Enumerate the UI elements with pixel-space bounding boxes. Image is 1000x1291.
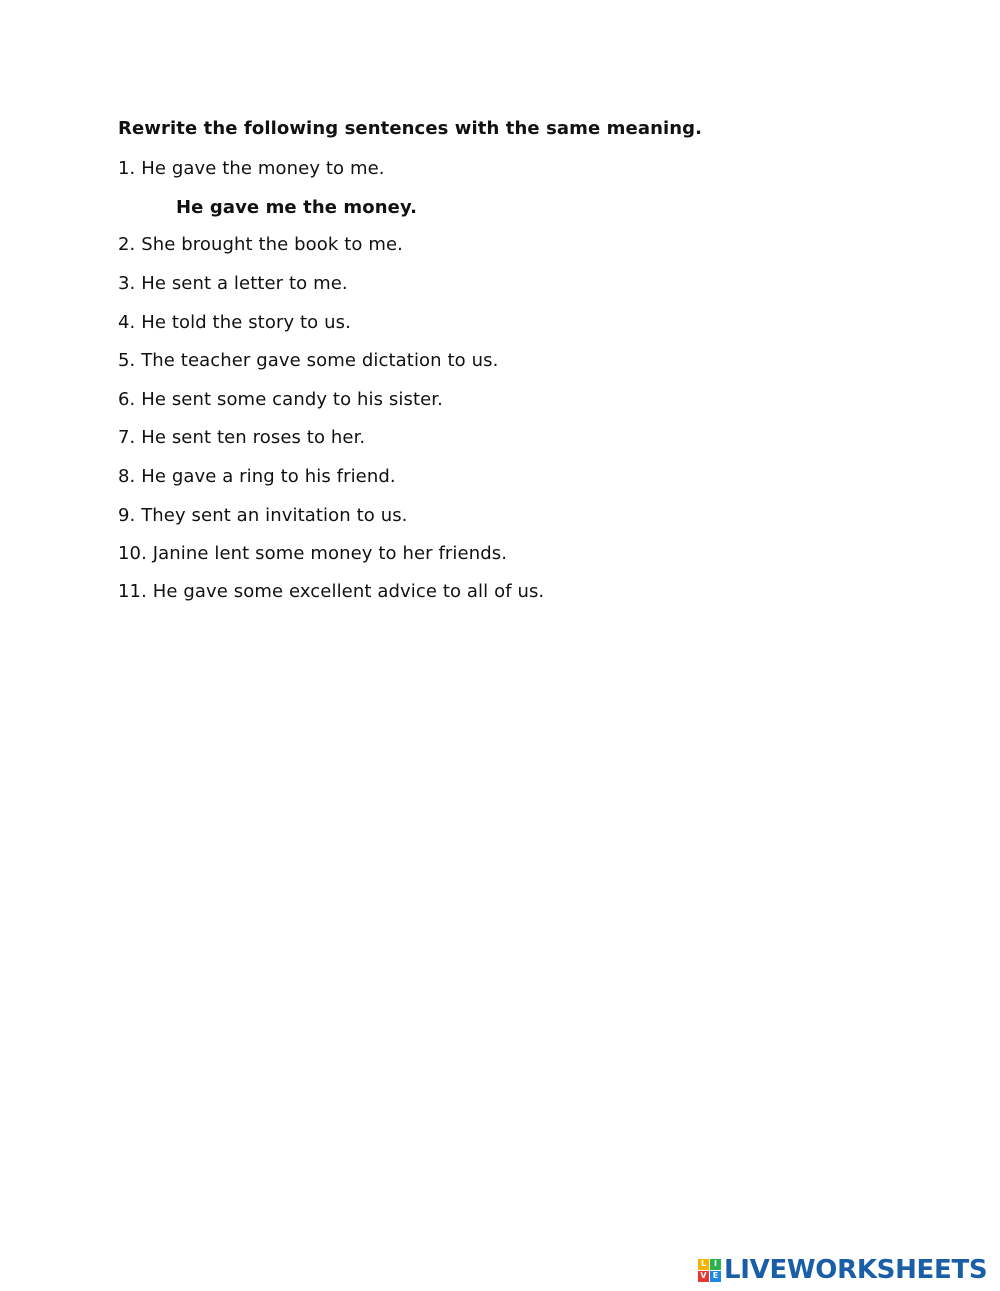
exercise-item-3: 3. He sent a letter to me. <box>118 273 348 294</box>
instruction-heading: Rewrite the following sentences with the same meaning. <box>118 118 703 139</box>
logo-cell-i: I <box>710 1259 721 1270</box>
exercise-item-10: 10. Janine lent some money to her friends. <box>118 543 508 564</box>
exercise-item-1: 1. He gave the money to me. <box>118 158 385 179</box>
exercise-item-6: 6. He sent some candy to his sister. <box>118 389 443 410</box>
exercise-item-5: 5. The teacher gave some dictation to us. <box>118 350 499 371</box>
exercise-item-9: 9. They sent an invitation to us. <box>118 505 408 526</box>
logo-cell-l: L <box>698 1259 709 1270</box>
liveworksheets-brand <box>698 1254 987 1286</box>
logo-cell-v: V <box>698 1271 709 1282</box>
brand-wordmark: LIVEWORKSHEETS <box>724 1255 988 1285</box>
exercise-item-11: 11. He gave some excellent advice to all of us. <box>118 581 545 602</box>
exercise-item-2: 2. She brought the book to me. <box>118 234 403 255</box>
exercise-item-7: 7. He sent ten roses to her. <box>118 427 366 448</box>
exercise-item-8: 8. He gave a ring to his friend. <box>118 466 396 487</box>
exercise-item-4: 4. He told the story to us. <box>118 312 351 333</box>
example-answer: He gave me the money. <box>176 197 418 218</box>
logo-cell-e: E <box>710 1271 721 1282</box>
liveworksheets-logo-icon <box>698 1259 721 1282</box>
